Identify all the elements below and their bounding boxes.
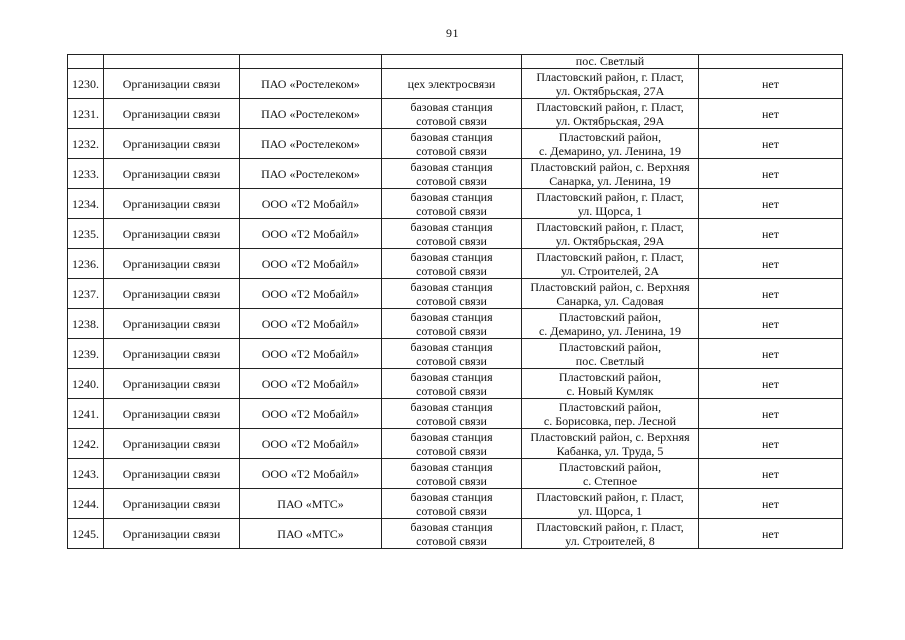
object-cell-line: сотовой связи — [416, 533, 487, 548]
location-cell — [522, 429, 699, 459]
sector-cell: Организации связи — [104, 399, 240, 429]
object-cell-line: базовая станция — [410, 339, 493, 354]
object-cell — [382, 429, 522, 459]
num-cell: 1239. — [68, 339, 104, 369]
object-cell-line: базовая станция — [410, 369, 493, 384]
object-cell-line: сотовой связи — [416, 113, 487, 128]
location-cell-line: Санарка, ул. Садовая — [556, 293, 664, 308]
value-cell: нет — [699, 399, 843, 429]
sector-cell: Организации связи — [104, 339, 240, 369]
company-cell: ООО «Т2 Мобайл» — [240, 459, 382, 489]
location-cell-line: Кабанка, ул. Труда, 5 — [556, 443, 664, 458]
sector-cell: Организации связи — [104, 489, 240, 519]
value-cell: нет — [699, 159, 843, 189]
object-cell-line: базовая станция — [410, 129, 493, 144]
object-cell-line: базовая станция — [410, 309, 493, 324]
num-cell: 1243. — [68, 459, 104, 489]
location-cell — [522, 189, 699, 219]
company-cell: ПАО «МТС» — [240, 519, 382, 549]
location-cell — [522, 489, 699, 519]
company-cell: ПАО «Ростелеком» — [240, 159, 382, 189]
object-cell — [382, 99, 522, 129]
num-cell: 1235. — [68, 219, 104, 249]
sector-cell: Организации связи — [104, 429, 240, 459]
object-cell-line: базовая станция — [410, 399, 493, 414]
value-cell: нет — [699, 339, 843, 369]
num-cell: 1238. — [68, 309, 104, 339]
value-cell — [699, 55, 843, 69]
location-cell-line: Пластовский район, г. Пласт, — [536, 189, 684, 204]
table-row — [68, 69, 843, 99]
table-row — [68, 309, 843, 339]
object-cell — [382, 129, 522, 159]
location-cell-line: Пластовский район, — [558, 339, 662, 354]
value-cell: нет — [699, 189, 843, 219]
location-cell-line: ул. Строителей, 2А — [560, 263, 660, 278]
object-cell-line: сотовой связи — [416, 473, 487, 488]
location-cell — [522, 279, 699, 309]
sector-cell: Организации связи — [104, 249, 240, 279]
object-cell — [382, 159, 522, 189]
location-cell-line: Пластовский район, — [558, 129, 662, 144]
location-cell — [522, 309, 699, 339]
location-cell-line: Пластовский район, г. Пласт, — [536, 519, 684, 534]
company-cell: ООО «Т2 Мобайл» — [240, 429, 382, 459]
num-cell: 1244. — [68, 489, 104, 519]
value-cell: нет — [699, 129, 843, 159]
sector-cell: Организации связи — [104, 519, 240, 549]
object-cell-line: базовая станция — [410, 249, 493, 264]
object-cell-line: базовая станция — [410, 519, 493, 534]
object-cell-line: сотовой связи — [416, 173, 487, 188]
table-row — [68, 459, 843, 489]
object-cell — [382, 69, 522, 99]
sector-cell: Организации связи — [104, 69, 240, 99]
location-cell-line: ул. Щорса, 1 — [577, 503, 643, 518]
location-cell-line: с. Борисовка, пер. Лесной — [543, 413, 677, 428]
object-cell-line: сотовой связи — [416, 203, 487, 218]
company-cell: ООО «Т2 Мобайл» — [240, 249, 382, 279]
location-cell — [522, 219, 699, 249]
table-row — [68, 189, 843, 219]
location-cell-line: ул. Строителей, 8 — [565, 533, 655, 548]
table-row — [68, 219, 843, 249]
object-cell-line: базовая станция — [410, 189, 493, 204]
sector-cell: Организации связи — [104, 219, 240, 249]
object-cell-line: сотовой связи — [416, 353, 487, 368]
continuation-row — [68, 55, 843, 69]
location-cell-line: с. Демарино, ул. Ленина, 19 — [538, 143, 682, 158]
value-cell: нет — [699, 219, 843, 249]
company-cell: ООО «Т2 Мобайл» — [240, 399, 382, 429]
object-cell-line: сотовой связи — [416, 323, 487, 338]
location-cell-line: ул. Щорса, 1 — [577, 203, 643, 218]
table-row — [68, 99, 843, 129]
value-cell: нет — [699, 279, 843, 309]
num-cell: 1245. — [68, 519, 104, 549]
table-row — [68, 489, 843, 519]
sector-cell: Организации связи — [104, 189, 240, 219]
location-cell-line: Пластовский район, с. Верхняя — [530, 279, 690, 294]
location-cell-line: Пластовский район, с. Верхняя — [530, 429, 690, 444]
location-cell — [522, 339, 699, 369]
num-cell: 1233. — [68, 159, 104, 189]
table-row — [68, 429, 843, 459]
object-cell-line: сотовой связи — [416, 293, 487, 308]
object-cell — [382, 249, 522, 279]
location-cell-line: Пластовский район, с. Верхняя — [530, 159, 690, 174]
object-cell-line: базовая станция — [410, 459, 493, 474]
value-cell: нет — [699, 69, 843, 99]
location-cell-line: Пластовский район, г. Пласт, — [536, 489, 684, 504]
object-cell — [382, 369, 522, 399]
table-row — [68, 399, 843, 429]
location-cell-line: Пластовский район, — [558, 399, 662, 414]
registry-table — [67, 54, 843, 549]
company-cell: ООО «Т2 Мобайл» — [240, 339, 382, 369]
location-cell-line: Пластовский район, г. Пласт, — [536, 99, 684, 114]
sector-cell: Организации связи — [104, 369, 240, 399]
company-cell: ПАО «Ростелеком» — [240, 129, 382, 159]
location-cell: пос. Светлый — [522, 55, 699, 69]
object-cell — [382, 489, 522, 519]
table-row — [68, 129, 843, 159]
value-cell: нет — [699, 99, 843, 129]
sector-cell: Организации связи — [104, 279, 240, 309]
object-cell-line: базовая станция — [410, 489, 493, 504]
location-cell — [522, 69, 699, 99]
value-cell: нет — [699, 309, 843, 339]
object-cell — [382, 309, 522, 339]
num-cell: 1230. — [68, 69, 104, 99]
num-cell: 1236. — [68, 249, 104, 279]
location-cell-line: пос. Светлый — [575, 353, 645, 368]
num-cell: 1232. — [68, 129, 104, 159]
table-row — [68, 279, 843, 309]
location-cell-line: Пластовский район, — [558, 459, 662, 474]
object-cell-line: базовая станция — [410, 429, 493, 444]
object-cell — [382, 339, 522, 369]
location-cell-line: с. Степное — [582, 473, 638, 488]
page-number: 91 — [446, 26, 459, 40]
object-cell — [382, 279, 522, 309]
value-cell: нет — [699, 369, 843, 399]
location-cell-line: с. Новый Кумляк — [566, 383, 654, 398]
sector-cell: Организации связи — [104, 129, 240, 159]
table-row — [68, 339, 843, 369]
location-cell-line: Пластовский район, — [558, 309, 662, 324]
table-row — [68, 369, 843, 399]
location-cell — [522, 519, 699, 549]
sector-cell: Организации связи — [104, 309, 240, 339]
object-cell — [382, 399, 522, 429]
object-cell-line: цех электросвязи — [407, 76, 496, 91]
num-cell: 1231. — [68, 99, 104, 129]
num-cell: 1242. — [68, 429, 104, 459]
location-cell-line: Пластовский район, — [558, 369, 662, 384]
sector-cell: Организации связи — [104, 159, 240, 189]
location-cell — [522, 129, 699, 159]
num-cell: 1240. — [68, 369, 104, 399]
object-cell-line: сотовой связи — [416, 233, 487, 248]
table-row — [68, 249, 843, 279]
location-cell — [522, 399, 699, 429]
location-cell-line: Пластовский район, г. Пласт, — [536, 69, 684, 84]
location-cell — [522, 459, 699, 489]
value-cell: нет — [699, 489, 843, 519]
object-cell-line: сотовой связи — [416, 443, 487, 458]
value-cell: нет — [699, 429, 843, 459]
company-cell: ПАО «Ростелеком» — [240, 99, 382, 129]
value-cell: нет — [699, 519, 843, 549]
object-cell — [382, 219, 522, 249]
table-row — [68, 519, 843, 549]
company-cell: ООО «Т2 Мобайл» — [240, 219, 382, 249]
sector-cell — [104, 55, 240, 69]
object-cell-line: базовая станция — [410, 159, 493, 174]
object-cell-line: базовая станция — [410, 279, 493, 294]
location-cell — [522, 99, 699, 129]
value-cell: нет — [699, 459, 843, 489]
location-cell-line: Пластовский район, г. Пласт, — [536, 249, 684, 264]
company-cell: ООО «Т2 Мобайл» — [240, 369, 382, 399]
num-cell: 1241. — [68, 399, 104, 429]
sector-cell: Организации связи — [104, 99, 240, 129]
location-cell — [522, 249, 699, 279]
object-cell — [382, 189, 522, 219]
location-cell-line: Пластовский район, г. Пласт, — [536, 219, 684, 234]
num-cell — [68, 55, 104, 69]
object-cell — [382, 55, 522, 69]
object-cell — [382, 519, 522, 549]
table-row — [68, 159, 843, 189]
sector-cell: Организации связи — [104, 459, 240, 489]
company-cell — [240, 55, 382, 69]
location-cell — [522, 369, 699, 399]
location-cell — [522, 159, 699, 189]
location-cell-line: ул. Октябрьская, 29А — [555, 113, 665, 128]
object-cell-line: базовая станция — [410, 219, 493, 234]
object-cell — [382, 459, 522, 489]
company-cell: ООО «Т2 Мобайл» — [240, 309, 382, 339]
object-cell-line: сотовой связи — [416, 383, 487, 398]
object-cell-line: сотовой связи — [416, 503, 487, 518]
location-cell-line: с. Демарино, ул. Ленина, 19 — [538, 323, 682, 338]
num-cell: 1234. — [68, 189, 104, 219]
location-cell-line: ул. Октябрьская, 27А — [555, 83, 665, 98]
object-cell-line: сотовой связи — [416, 263, 487, 278]
num-cell: 1237. — [68, 279, 104, 309]
location-cell-line: ул. Октябрьская, 29А — [555, 233, 665, 248]
value-cell: нет — [699, 249, 843, 279]
company-cell: ПАО «Ростелеком» — [240, 69, 382, 99]
company-cell: ООО «Т2 Мобайл» — [240, 279, 382, 309]
company-cell: ПАО «МТС» — [240, 489, 382, 519]
object-cell-line: сотовой связи — [416, 143, 487, 158]
location-cell-line: Санарка, ул. Ленина, 19 — [549, 173, 671, 188]
object-cell-line: сотовой связи — [416, 413, 487, 428]
object-cell-line: базовая станция — [410, 99, 493, 114]
company-cell: ООО «Т2 Мобайл» — [240, 189, 382, 219]
